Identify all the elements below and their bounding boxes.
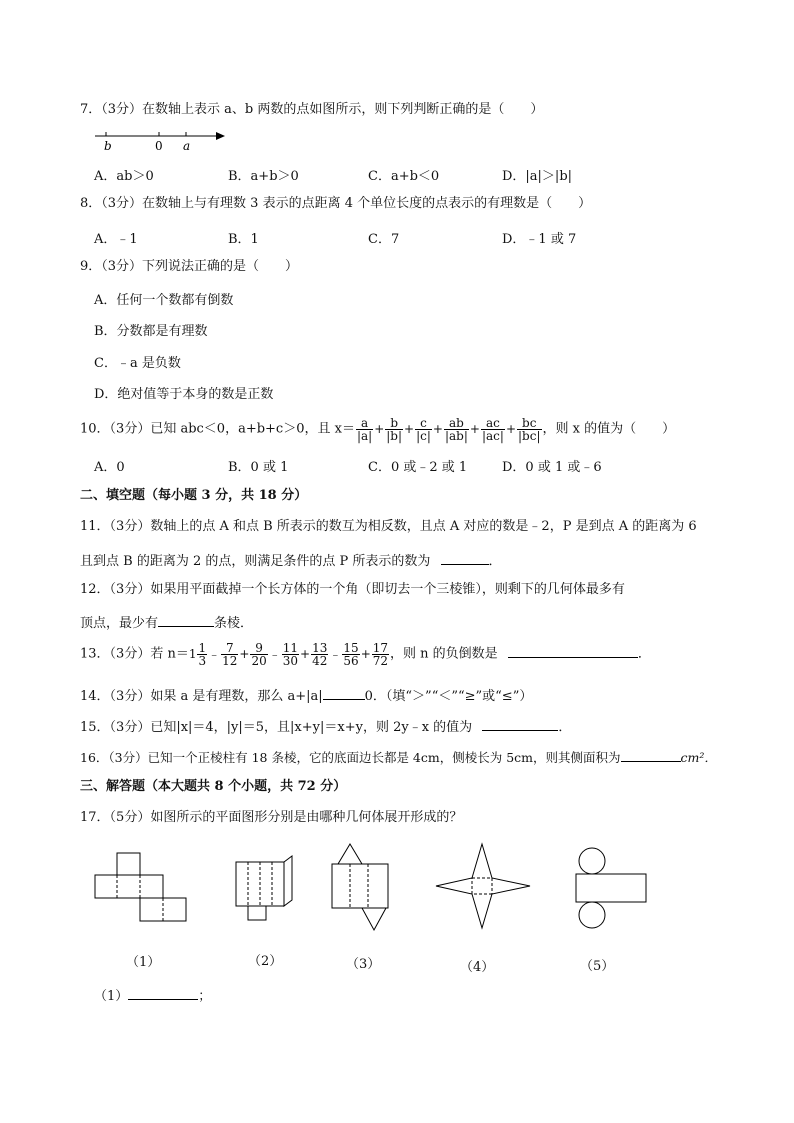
q17-answer-1-blank[interactable] — [128, 985, 198, 1000]
q8-option-b[interactable]: B．1 — [228, 232, 259, 247]
q17-stem: 17．（5分）如图所示的平面图形分别是由哪种几何体展开形成的？ — [80, 810, 463, 825]
q13-prefix: 13．（3分）若 n＝ — [80, 646, 189, 662]
net-figure-4 — [434, 842, 534, 930]
q15-answer-blank[interactable] — [482, 716, 558, 731]
net-figure-2 — [232, 854, 298, 924]
q13-suffix: ，则 n 的负倒数是 — [390, 646, 498, 662]
q13-end: ． — [637, 646, 651, 662]
section-solutions-heading: 三、解答题（本大题共 8 个小题，共 72 分） — [80, 779, 347, 794]
q14-stem — [80, 685, 532, 706]
q10-frac-3: $\frac{c}{|c|}$ — [416, 415, 431, 443]
q11-line1: 11．（3分）数轴上的点 A 和点 B 所表示的数互为相反数，且点 A 对应的数是﹣2，P 是到点 A 的距离为 6 — [80, 519, 697, 534]
q13-frac-2: $\frac{7}{12}$ — [222, 640, 238, 668]
q10-frac-4: $\frac{ab}{|ab|}$ — [444, 415, 468, 443]
axis-label-zero: 0 — [155, 139, 163, 153]
net-figure-5 — [574, 846, 650, 932]
q7-option-c[interactable]: C．a+b＜0 — [368, 169, 440, 184]
q7-option-d[interactable]: D．|a|＞|b| — [502, 169, 573, 184]
q11-line2-text: 且到点 B 的距离为 2 的点，则满足条件的点 P 所表示的数为 — [80, 554, 431, 569]
q15-text: 15．（3分）已知|x|＝4，|y|＝5，且|x+y|＝x+y，则 2y﹣x 的值为 — [80, 720, 473, 735]
q12-line1: 12．（3分）如果用平面截掉一个长方体的一个角（即切去一个三棱锥），则剩下的几何体最多有 — [80, 582, 625, 597]
q13-frac-3: $\frac{9}{20}$ — [251, 640, 267, 668]
q10-option-d[interactable]: D．0 或 1 或﹣6 — [502, 460, 602, 475]
q15-end: ． — [558, 720, 572, 735]
q16-stem — [80, 747, 717, 767]
q11-answer-blank[interactable] — [441, 550, 489, 565]
q14-text-end: 0．（填“＞”“＜”“≥”或“≤”） — [364, 689, 533, 704]
q12-line2 — [80, 612, 253, 633]
q13-frac-5: $\frac{13}{42}$ — [312, 640, 328, 668]
q10-suffix: ，则 x 的值为（ ） — [542, 421, 676, 437]
q13-answer-blank[interactable] — [508, 643, 638, 658]
axis-label-b: b — [104, 139, 112, 153]
q16-unit: cm²． — [680, 750, 717, 765]
q13-whole: 1 — [188, 647, 197, 661]
q16-text: 16．（3分）已知一个正棱柱有 18 条棱，它的底面边长都是 4cm，侧棱长为 5cm，则其侧面积为 — [80, 750, 621, 765]
q10-option-c[interactable]: C．0 或﹣2 或 1 — [368, 460, 468, 475]
q15-stem — [80, 716, 571, 737]
q16-answer-blank[interactable] — [621, 747, 681, 762]
q13-frac-6: $\frac{15}{56}$ — [343, 640, 359, 668]
q14-answer-blank[interactable] — [323, 685, 365, 700]
q8-option-a[interactable]: A．﹣1 — [94, 232, 138, 247]
figure-caption-5: （5） — [580, 959, 615, 974]
figure-caption-4: （4） — [460, 960, 495, 975]
q7-option-b[interactable]: B．a+b＞0 — [228, 169, 299, 184]
q10-frac-2: $\frac{b}{|b|}$ — [386, 415, 403, 443]
net-figure-3 — [328, 842, 392, 934]
section-fill-in-heading: 二、填空题（每小题 3 分，共 18 分） — [80, 488, 308, 503]
q8-option-c[interactable]: C．7 — [368, 232, 400, 247]
q9-option-d[interactable]: D．绝对值等于本身的数是正数 — [94, 387, 274, 402]
q10-stem: 10．（3分）已知 abc＜0，a+b+c＞0，且 x＝ $\frac{a}{|a|}$ + $\frac{b}{|b|}$ + $\frac{c}{|c|}$ + $\frac{ab}{|ab|}$ + $\frac{ac}{|ac|}$ + $\frac{bc}{|bc|}$ ，则 x 的值为（ ） — [80, 415, 676, 443]
q12-answer-blank[interactable] — [158, 612, 214, 627]
q12-line2-end: 条棱． — [214, 616, 254, 631]
q13-frac-7: $\frac{17}{72}$ — [372, 640, 389, 668]
q11-end: ． — [488, 554, 502, 569]
axis-label-a: a — [183, 139, 191, 153]
q9-option-a[interactable]: A．任何一个数都有倒数 — [94, 293, 234, 308]
q13-stem: 13．（3分）若 n＝1 $\frac{1}{3}$ ﹣ $\frac{7}{12}$ + $\frac{9}{20}$ ﹣ $\frac{11}{30}$ + $\frac{13}{42}$ ﹣ $\frac{15}{56}$ + $\frac{17}{72}$ ，则 n 的负倒数是 ． — [80, 640, 651, 668]
figure-caption-2: （2） — [248, 954, 283, 969]
q14-text: 14．（3分）如果 a 是有理数，那么 a+|a| — [80, 689, 323, 704]
figure-caption-1: （1） — [126, 955, 161, 970]
q12-line2-text: 顶点，最少有 — [80, 616, 159, 631]
q8-option-d[interactable]: D．﹣1 或 7 — [502, 232, 577, 247]
q10-prefix: 10．（3分）已知 abc＜0，a+b+c＞0，且 x＝ — [80, 421, 355, 437]
q9-option-c[interactable]: C．﹣a 是负数 — [94, 356, 181, 371]
q17-answer-1-end: ； — [198, 989, 212, 1004]
q10-option-b[interactable]: B．0 或 1 — [228, 460, 289, 475]
q11-line2 — [80, 550, 502, 571]
q10-frac-5: $\frac{ac}{|ac|}$ — [481, 415, 504, 443]
figure-caption-3: （3） — [346, 957, 381, 972]
q9-stem: 9．（3分）下列说法正确的是（ ） — [80, 259, 299, 274]
q13-frac-4: $\frac{11}{30}$ — [282, 640, 299, 668]
number-line-diagram — [92, 128, 232, 154]
net-figure-1 — [94, 852, 190, 924]
q10-option-a[interactable]: A．0 — [94, 460, 125, 475]
q7-option-a[interactable]: A．ab＞0 — [94, 169, 154, 184]
q10-frac-1: $\frac{a}{|a|}$ — [356, 415, 373, 443]
q9-option-b[interactable]: B．分数都是有理数 — [94, 324, 208, 339]
q13-frac-1: $\frac{1}{3}$ — [198, 640, 207, 668]
q8-stem: 8．（3分）在数轴上与有理数 3 表示的点距离 4 个单位长度的点表示的有理数是（ ） — [80, 196, 592, 211]
q17-answer-1-label: （1） — [94, 989, 129, 1004]
q17-answer-1 — [94, 985, 211, 1006]
q7-stem: 7．（3分）在数轴上表示 a、b 两数的点如图所示，则下列判断正确的是（ ） — [80, 102, 544, 117]
q10-frac-6: $\frac{bc}{|bc|}$ — [518, 415, 541, 443]
